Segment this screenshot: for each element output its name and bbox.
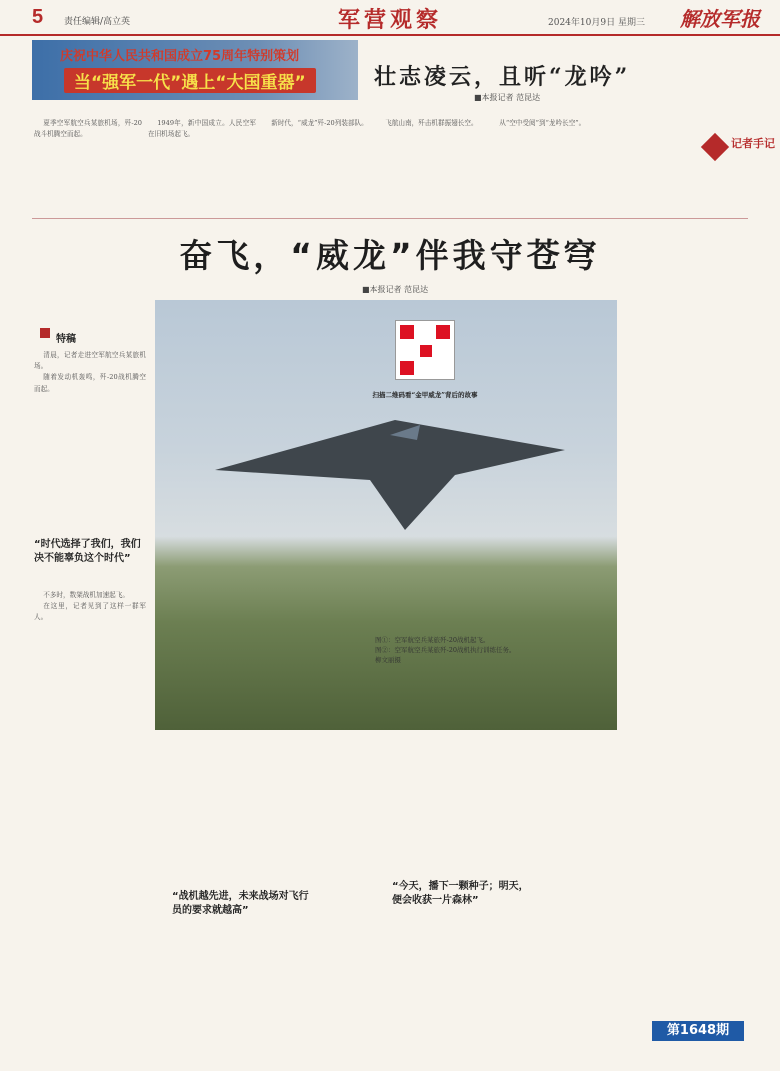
editor: 责任编辑/高立英	[64, 17, 131, 27]
article1-col4: 飞航山南，歼击机群振翅长空。	[385, 119, 478, 127]
newspaper-logo: 解放军报	[680, 7, 760, 31]
subhead-2: “战机越先进，未来战场对飞行员的要求就越高”	[172, 891, 309, 916]
divider	[32, 218, 748, 219]
article1-col2: 1949年，新中国成立。人民空军在旧机场起飞。	[148, 119, 256, 139]
article2-col1: 清晨，记者走进空军航空兵某旅机场。 随着发动机轰鸣，歼-20战机腾空而起。	[34, 351, 146, 393]
special-square-icon	[40, 328, 50, 338]
subhead-1: “时代选择了我们，我们决不能辜负这个时代”	[34, 539, 141, 564]
article1-col5: 从“空中受阅”到“龙吟长空”。	[499, 119, 586, 127]
notes-label: 记者手记	[731, 137, 775, 150]
page-number: 5	[32, 6, 44, 28]
article2-title: 奋飞，“威龙”伴我守苍穹	[179, 236, 601, 275]
special-label: 特稿	[56, 334, 76, 345]
article2-byline: ■本报记者 范昆达	[362, 285, 429, 294]
fighter-jet-photo	[155, 300, 617, 730]
article1-title: 壮志凌云，且听“龙吟”	[374, 64, 631, 90]
photo-caption: 图①：空军航空兵某旅歼-20战机起飞。 图②：空军航空兵某旅歼-20战机执行训练任务。 柳文丽摄	[375, 636, 516, 664]
date: 2024年10月9日 星期三	[548, 18, 645, 28]
banner-line1: 庆祝中华人民共和国成立75周年特别策划	[60, 49, 300, 64]
article2-col1b: 不多时，数架战机加速起飞。 在这里，记者见到了这样一群军人。	[34, 591, 146, 622]
article2-right-col	[622, 318, 748, 1018]
page-header	[0, 0, 780, 36]
banner-line2: 当“强军一代”遇上“大国重器”	[64, 68, 316, 93]
article1-byline: ■本报记者 范昆达	[474, 93, 541, 102]
qr-code[interactable]	[395, 320, 455, 380]
fighter-jet-icon	[155, 300, 617, 730]
article1-col1: 夏季空军航空兵某旅机场，歼-20战斗机腾空而起。	[34, 119, 142, 139]
notes-badge-icon	[701, 133, 729, 161]
article1-col3: 新时代，“威龙”歼-20列装部队。	[271, 119, 368, 127]
column-title: 军营观察	[337, 8, 442, 33]
qr-caption: 扫描二维码看“金甲威龙”背后的故事	[372, 391, 478, 399]
subhead-3: “今天，播下一颗种子；明天，便会收获一片森林”	[392, 881, 529, 906]
issue-number: 第1648期	[652, 1021, 744, 1041]
